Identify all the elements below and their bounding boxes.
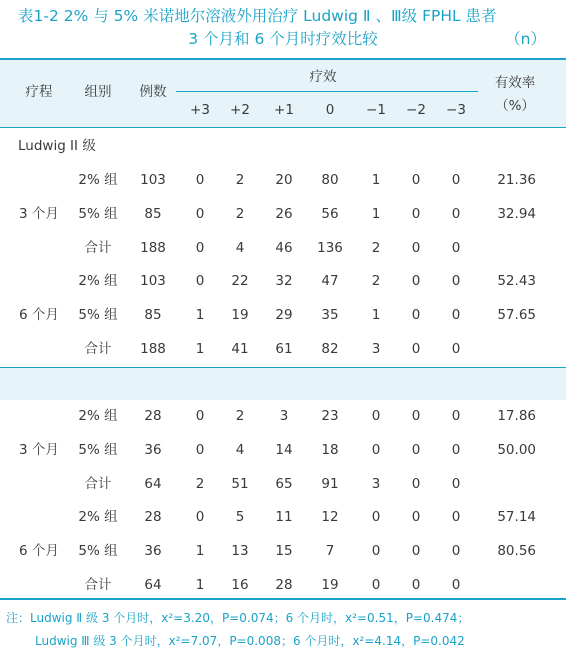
section-band-iii bbox=[0, 367, 566, 400]
note-line2: Ludwig Ⅲ 级 3 个月时，x²=7.07，P=0.008；6 个月时，x²=4.14，P=0.042 bbox=[35, 634, 465, 648]
grade-header: +1 bbox=[274, 102, 294, 118]
grade-value-cell: 3 bbox=[371, 341, 381, 357]
cases-cell: 36 bbox=[144, 442, 162, 458]
grade-value-cell: 0 bbox=[451, 273, 461, 289]
period-label: 6 个月 bbox=[19, 543, 59, 559]
grade-value-cell: 0 bbox=[411, 307, 421, 323]
rate-cell: 17.86 bbox=[497, 408, 536, 424]
grade-value-cell: 1 bbox=[371, 206, 381, 222]
top-rule bbox=[0, 58, 566, 60]
grade-value-cell: 0 bbox=[371, 408, 381, 424]
grade-value-cell: 12 bbox=[321, 509, 339, 525]
grade-value-cell: 0 bbox=[195, 273, 205, 289]
grade-value-cell: 3 bbox=[279, 408, 289, 424]
grade-value-cell: 26 bbox=[275, 206, 293, 222]
grade-value-cell: 14 bbox=[275, 442, 293, 458]
table-title-line1: 表1-2 2% 与 5% 米诺地尔溶液外用治疗 Ludwig Ⅱ 、Ⅲ级 FPHL 患者 bbox=[18, 7, 497, 25]
grade-value-cell: 0 bbox=[451, 476, 461, 492]
grade-value-cell: 0 bbox=[195, 172, 205, 188]
grade-value-cell: 61 bbox=[275, 341, 293, 357]
header-effect: 疗效 bbox=[309, 69, 337, 85]
grade-value-cell: 91 bbox=[321, 476, 339, 492]
grade-value-cell: 0 bbox=[451, 240, 461, 256]
grade-header: +3 bbox=[190, 102, 210, 118]
grade-value-cell: 1 bbox=[371, 307, 381, 323]
cases-cell: 64 bbox=[144, 577, 162, 593]
grade-header: 0 bbox=[325, 102, 335, 118]
grade-value-cell: 0 bbox=[371, 577, 381, 593]
grade-value-cell: 0 bbox=[451, 442, 461, 458]
table-title-line2 bbox=[0, 27, 566, 49]
grade-value-cell: 2 bbox=[371, 240, 381, 256]
grade-value-cell: 47 bbox=[321, 273, 339, 289]
rate-cell: 32.94 bbox=[497, 206, 536, 222]
group-cell: 合计 bbox=[84, 476, 112, 492]
grade-value-cell: 0 bbox=[451, 307, 461, 323]
grade-value-cell: 11 bbox=[275, 509, 293, 525]
grade-value-cell: 5 bbox=[235, 509, 245, 525]
grade-value-cell: 51 bbox=[231, 476, 249, 492]
table-unit: （n） bbox=[505, 30, 546, 48]
grade-value-cell: 35 bbox=[321, 307, 339, 323]
grade-value-cell: 18 bbox=[321, 442, 339, 458]
grade-value-cell: 0 bbox=[411, 408, 421, 424]
grade-value-cell: 0 bbox=[411, 543, 421, 559]
rate-cell: 21.36 bbox=[497, 172, 536, 188]
grade-value-cell: 0 bbox=[195, 408, 205, 424]
grade-value-cell: 0 bbox=[371, 442, 381, 458]
grade-value-cell: 0 bbox=[411, 509, 421, 525]
grade-header: −3 bbox=[446, 102, 466, 118]
cases-cell: 28 bbox=[144, 509, 162, 525]
grade-value-cell: 19 bbox=[321, 577, 339, 593]
group-cell: 合计 bbox=[84, 341, 112, 357]
grade-value-cell: 0 bbox=[451, 408, 461, 424]
grade-value-cell: 82 bbox=[321, 341, 339, 357]
grade-value-cell: 7 bbox=[325, 543, 335, 559]
grade-header: +2 bbox=[230, 102, 250, 118]
period-label: 6 个月 bbox=[19, 307, 59, 323]
cases-cell: 103 bbox=[140, 273, 166, 289]
grade-value-cell: 2 bbox=[235, 206, 245, 222]
cases-cell: 64 bbox=[144, 476, 162, 492]
grade-value-cell: 0 bbox=[195, 240, 205, 256]
cases-cell: 36 bbox=[144, 543, 162, 559]
grade-value-cell: 3 bbox=[371, 476, 381, 492]
grade-value-cell: 46 bbox=[275, 240, 293, 256]
grade-value-cell: 0 bbox=[411, 577, 421, 593]
grade-value-cell: 19 bbox=[231, 307, 249, 323]
grade-value-cell: 0 bbox=[451, 172, 461, 188]
header-group: 组别 bbox=[84, 84, 112, 100]
group-cell: 5% 组 bbox=[78, 442, 118, 458]
group-cell: 合计 bbox=[84, 577, 112, 593]
section-label: Ludwig II 级 bbox=[18, 138, 96, 154]
grade-value-cell: 0 bbox=[411, 172, 421, 188]
header-course: 疗程 bbox=[25, 84, 53, 100]
rate-cell: 50.00 bbox=[497, 442, 536, 458]
grade-value-cell: 2 bbox=[235, 172, 245, 188]
grade-value-cell: 2 bbox=[371, 273, 381, 289]
rate-cell: 80.56 bbox=[497, 543, 536, 559]
grade-value-cell: 0 bbox=[451, 543, 461, 559]
group-cell: 2% 组 bbox=[78, 273, 118, 289]
grade-value-cell: 1 bbox=[195, 307, 205, 323]
group-cell: 合计 bbox=[84, 240, 112, 256]
grade-value-cell: 4 bbox=[235, 240, 245, 256]
grade-value-cell: 16 bbox=[231, 577, 249, 593]
grade-value-cell: 23 bbox=[321, 408, 339, 424]
grade-value-cell: 0 bbox=[371, 543, 381, 559]
group-cell: 5% 组 bbox=[78, 307, 118, 323]
grade-value-cell: 0 bbox=[411, 206, 421, 222]
grade-value-cell: 28 bbox=[275, 577, 293, 593]
header-rate: 有效率 bbox=[494, 75, 536, 91]
rate-cell: 57.65 bbox=[497, 307, 536, 323]
grade-value-cell: 0 bbox=[451, 341, 461, 357]
header-cases: 例数 bbox=[139, 84, 167, 100]
rate-cell: 52.43 bbox=[497, 273, 536, 289]
grade-value-cell: 1 bbox=[195, 341, 205, 357]
grade-header: −2 bbox=[406, 102, 426, 118]
cases-cell: 28 bbox=[144, 408, 162, 424]
grade-value-cell: 0 bbox=[411, 341, 421, 357]
grade-value-cell: 2 bbox=[235, 408, 245, 424]
grade-value-cell: 20 bbox=[275, 172, 293, 188]
grade-value-cell: 0 bbox=[195, 442, 205, 458]
grade-value-cell: 0 bbox=[195, 509, 205, 525]
grade-value-cell: 29 bbox=[275, 307, 293, 323]
grade-value-cell: 0 bbox=[451, 509, 461, 525]
grade-value-cell: 136 bbox=[317, 240, 343, 256]
grade-value-cell: 0 bbox=[411, 442, 421, 458]
period-label: 3 个月 bbox=[19, 442, 59, 458]
cases-cell: 188 bbox=[140, 240, 166, 256]
grade-value-cell: 56 bbox=[321, 206, 339, 222]
grade-value-cell: 0 bbox=[195, 206, 205, 222]
cases-cell: 103 bbox=[140, 172, 166, 188]
grade-value-cell: 1 bbox=[195, 577, 205, 593]
grade-value-cell: 65 bbox=[275, 476, 293, 492]
grade-value-cell: 0 bbox=[411, 273, 421, 289]
cases-cell: 188 bbox=[140, 341, 166, 357]
grade-value-cell: 0 bbox=[411, 240, 421, 256]
grade-value-cell: 41 bbox=[231, 341, 249, 357]
grade-value-cell: 0 bbox=[451, 206, 461, 222]
grade-value-cell: 80 bbox=[321, 172, 339, 188]
grade-header: −1 bbox=[366, 102, 386, 118]
period-label: 3 个月 bbox=[19, 206, 59, 222]
grade-value-cell: 0 bbox=[411, 476, 421, 492]
grade-value-cell: 13 bbox=[231, 543, 249, 559]
grade-value-cell: 1 bbox=[195, 543, 205, 559]
section-rule bbox=[0, 367, 566, 368]
note-line1: 注：Ludwig Ⅱ 级 3 个月时，x²=3.20，P=0.074；6 个月时，x²=0.51，P=0.474； bbox=[6, 611, 470, 625]
cases-cell: 85 bbox=[144, 206, 162, 222]
header-bottom-rule bbox=[0, 127, 566, 128]
group-cell: 2% 组 bbox=[78, 408, 118, 424]
grade-value-cell: 15 bbox=[275, 543, 293, 559]
grade-value-cell: 2 bbox=[195, 476, 205, 492]
cases-cell: 85 bbox=[144, 307, 162, 323]
grade-value-cell: 4 bbox=[235, 442, 245, 458]
group-cell: 2% 组 bbox=[78, 509, 118, 525]
header-rate-unit: （%） bbox=[495, 98, 535, 114]
effect-subrule bbox=[176, 91, 478, 92]
table-title-period: 3 个月和 6 个月时疗效比较 bbox=[188, 30, 378, 48]
bottom-rule bbox=[0, 598, 566, 600]
group-cell: 5% 组 bbox=[78, 543, 118, 559]
group-cell: 2% 组 bbox=[78, 172, 118, 188]
grade-value-cell: 0 bbox=[371, 509, 381, 525]
group-cell: 5% 组 bbox=[78, 206, 118, 222]
grade-value-cell: 22 bbox=[231, 273, 249, 289]
grade-value-cell: 0 bbox=[451, 577, 461, 593]
grade-value-cell: 32 bbox=[275, 273, 293, 289]
grade-value-cell: 1 bbox=[371, 172, 381, 188]
rate-cell: 57.14 bbox=[497, 509, 536, 525]
